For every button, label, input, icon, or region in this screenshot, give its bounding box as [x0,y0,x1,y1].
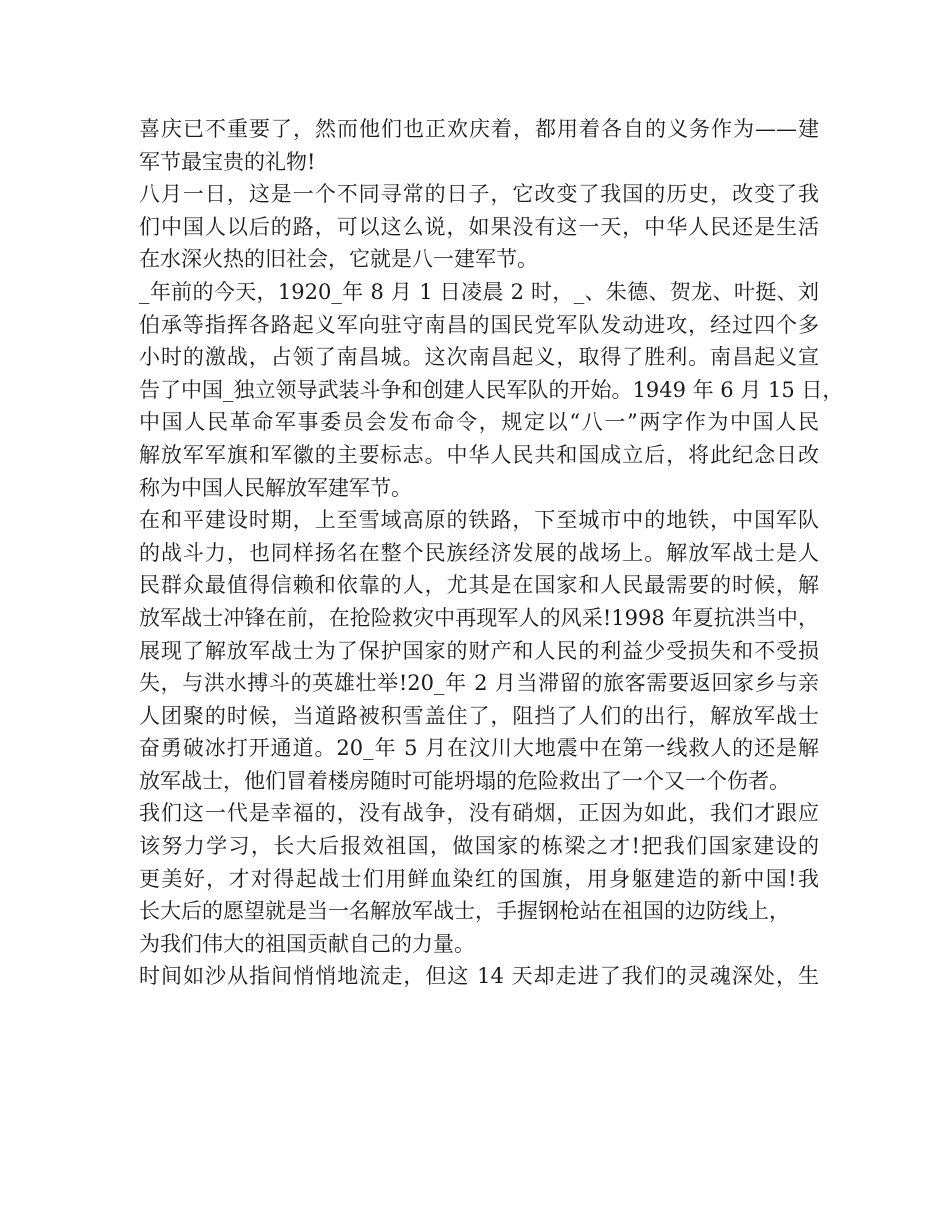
text-line: _年前的今天，1920_年 8 月 1 日凌晨 2 时，_、朱德、贺龙、叶挺、刘 [139,279,819,304]
paragraph-4 [139,504,819,797]
text-line: 更美好，才对得起战士们用鲜血染红的国旗，用身躯建造的新中国!我 [139,866,819,891]
text-line: 放军战士冲锋在前，在抢险救灾中再现军人的风采!1998 年夏抗洪当中， [139,605,819,630]
paragraph-6 [139,960,819,993]
text-line: 八月一日，这是一个不同寻常的日子，它改变了我国的历史，改变了我 [139,182,819,207]
text-line: 伯承等指挥各路起义军向驻守南昌的国民党军队发动进攻，经过四个多 [139,312,819,337]
text-line: 称为中国人民解放军建军节。 [139,475,412,500]
paragraph-1 [139,113,819,178]
text-line: 失，与洪水搏斗的英雄壮举!20_年 2 月当滞留的旅客需要返回家乡与亲 [139,671,819,696]
text-line: 的战斗力，也同样扬名在整个民族经济发展的战场上。解放军战士是人 [139,540,819,565]
text-line: 放军战士，他们冒着楼房随时可能坍塌的危险救出了一个又一个伤者。 [139,768,790,793]
text-line: 告了中国_独立领导武装斗争和创建人民军队的开始。1949 年 6 月 15 日， [139,377,844,402]
text-line: 我们这一代是幸福的，没有战争，没有硝烟，正因为如此，我们才跟应 [139,801,819,826]
text-line: 奋勇破冰打开通道。20_年 5 月在汶川大地震中在第一线救人的还是解 [139,736,819,761]
body-text [139,113,844,993]
text-line: 喜庆已不重要了，然而他们也正欢庆着，都用着各自的义务作为——建 [139,117,819,141]
paragraph-2 [139,178,819,276]
text-line: 小时的激战，占领了南昌城。这次南昌起义，取得了胜利。南昌起义宣 [139,345,819,370]
text-line: 们中国人以后的路，可以这么说，如果没有这一天，中华人民还是生活 [139,214,819,239]
text-line: 中国人民革命军事委员会发布命令，规定以“八一”两字作为中国人民 [139,410,819,435]
text-line: 时间如沙从指间悄悄地流走，但这 14 天却走进了我们的灵魂深处，生 [139,964,819,989]
text-line: 为我们伟大的祖国贡献自己的力量。 [139,931,475,956]
text-line: 该努力学习，长大后报效祖国，做国家的栋梁之才!把我们国家建设的 [139,834,819,859]
text-line: 在和平建设时期，上至雪域高原的铁路，下至城市中的地铁，中国军队 [139,508,819,533]
text-line: 展现了解放军战士为了保护国家的财产和人民的利益少受损失和不受损 [139,638,819,663]
text-line: 解放军军旗和军徽的主要标志。中华人民共和国成立后，将此纪念日改 [139,442,819,467]
text-line: 军节最宝贵的礼物! [139,149,316,174]
text-line: 在水深火热的旧社会，它就是八一建军节。 [139,247,538,272]
text-line: 长大后的愿望就是当一名解放军战士，手握钢枪站在祖国的边防线上， [139,899,790,924]
paragraph-3 [139,276,844,504]
text-line: 民群众最值得信赖和依靠的人，尤其是在国家和人民最需要的时候，解 [139,573,819,598]
text-line: 人团聚的时候，当道路被积雪盖住了，阻挡了人们的出行，解放军战士 [139,703,819,728]
paragraph-5 [139,797,819,960]
